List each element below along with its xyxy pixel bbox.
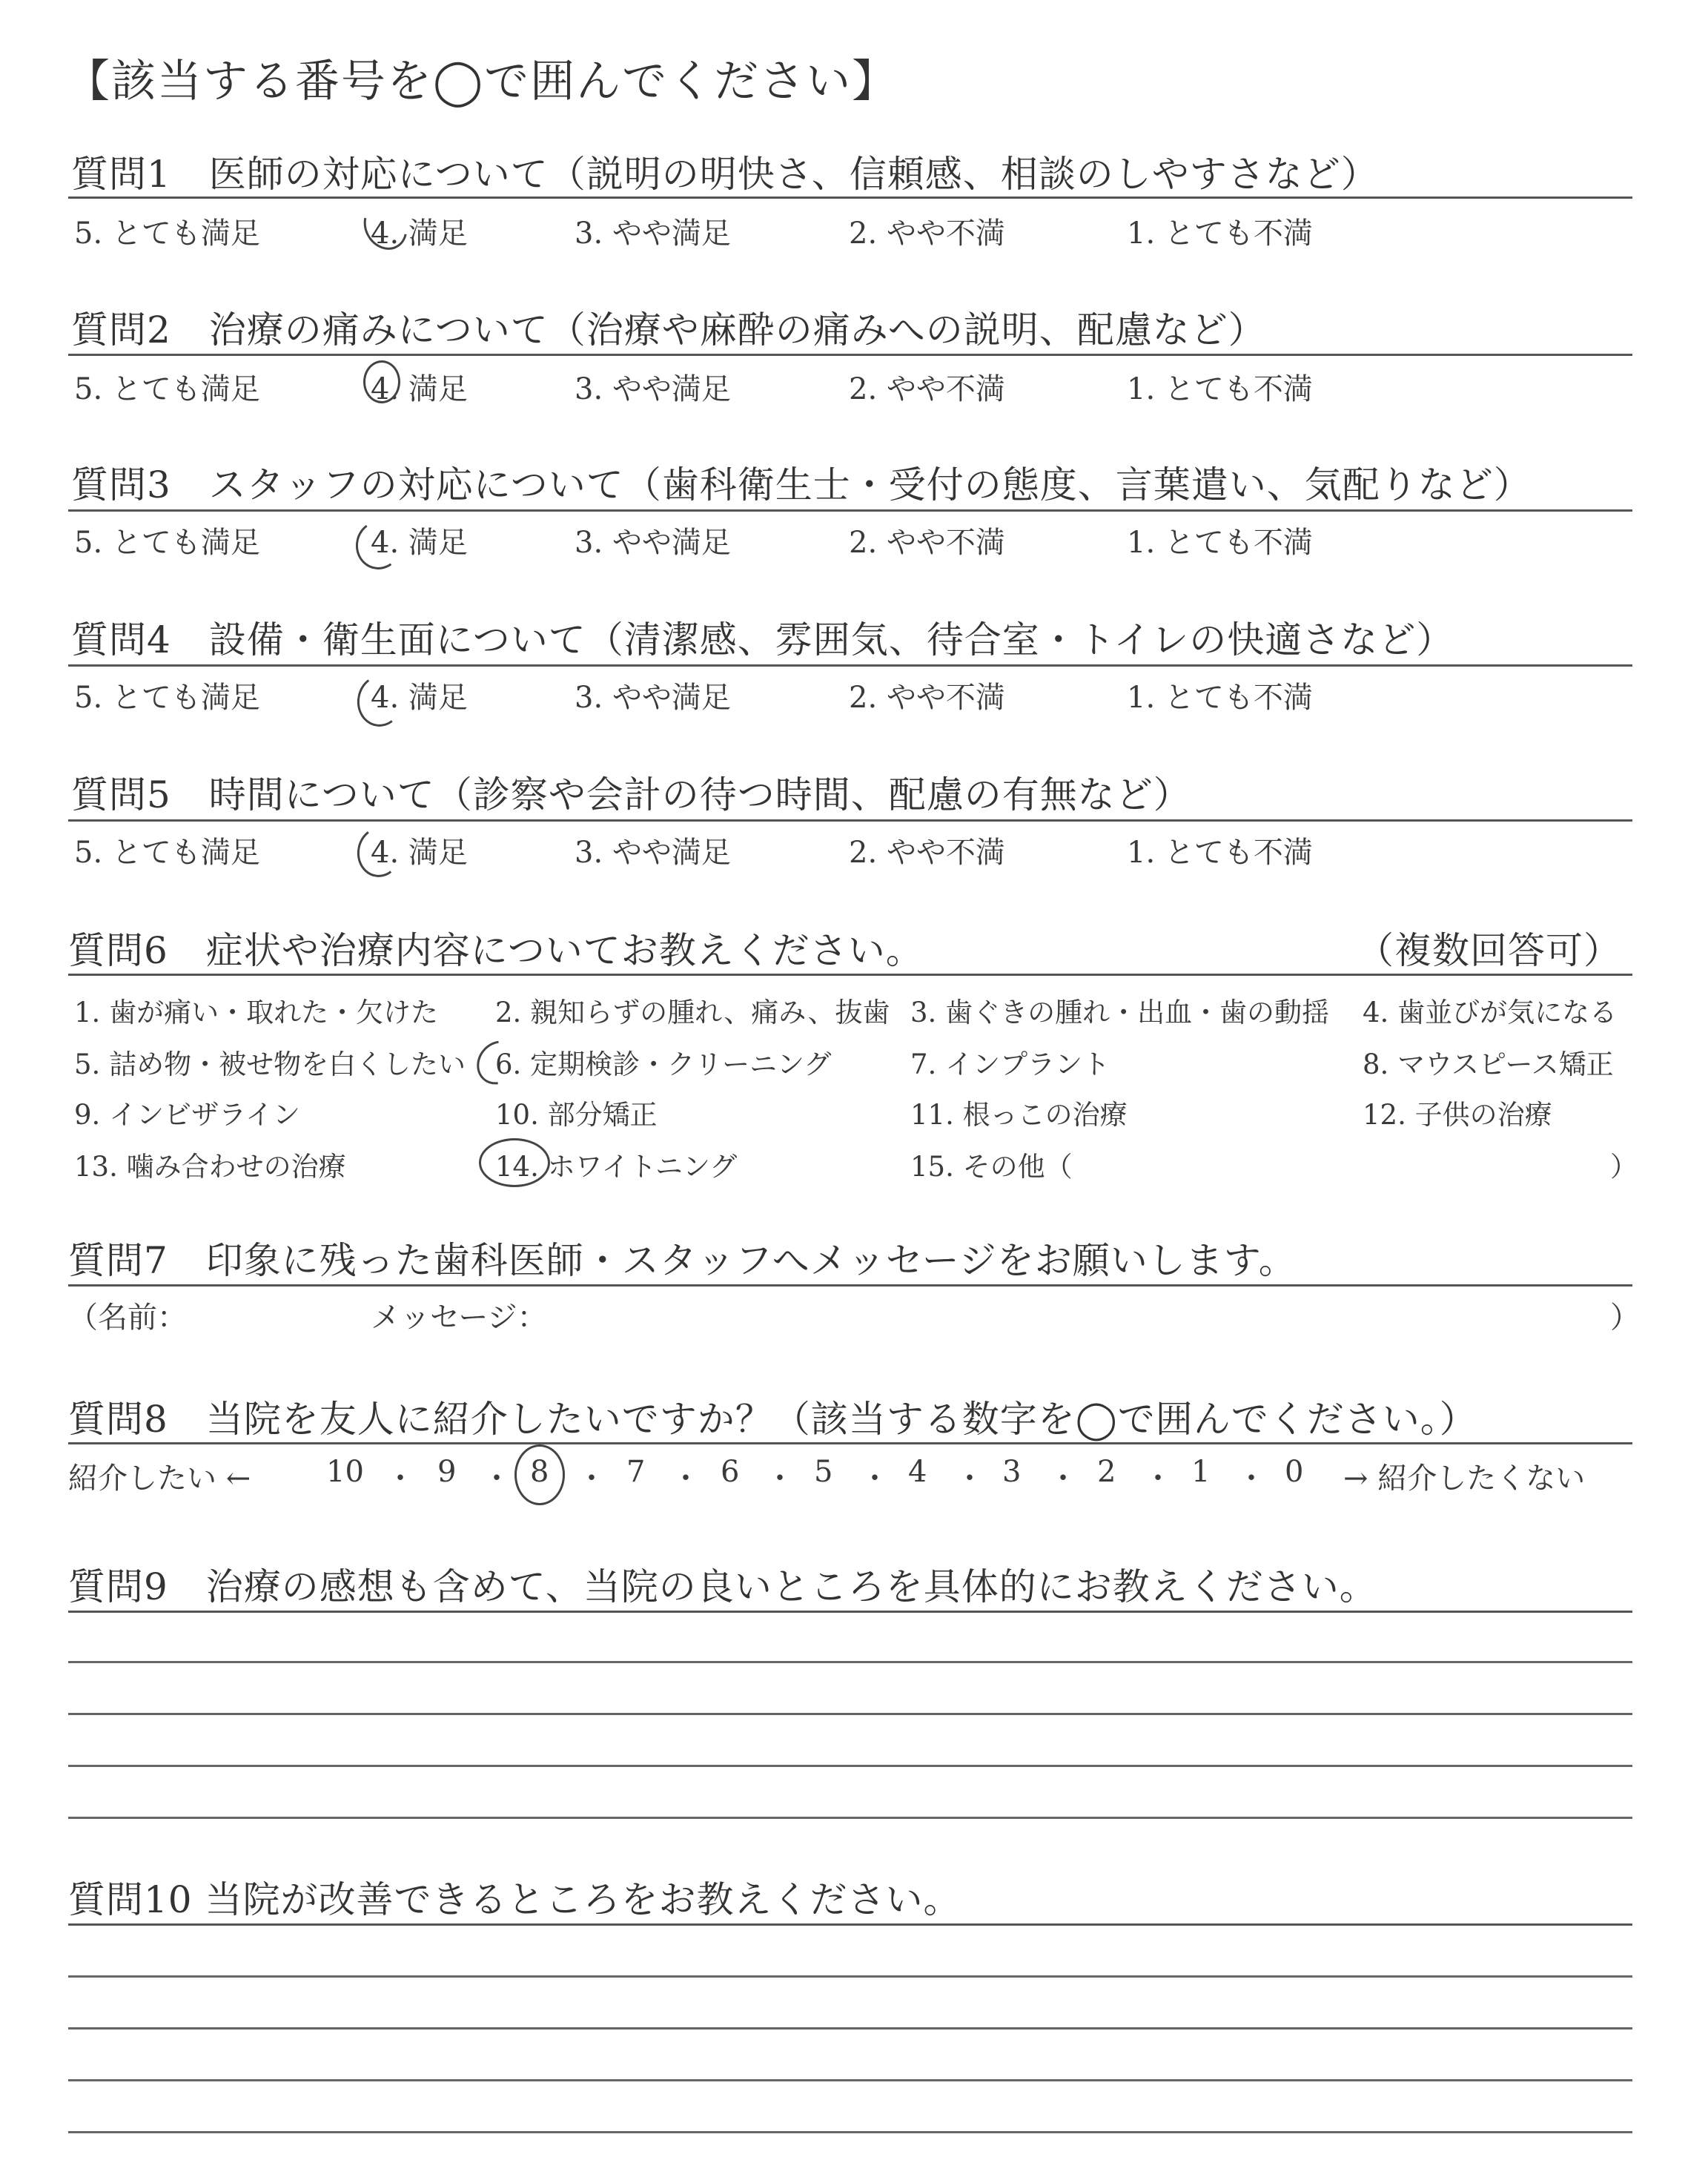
q7-close: ）: [1610, 1301, 1640, 1335]
q8-scale-6[interactable]: 6: [721, 1455, 740, 1489]
q8-scale-1[interactable]: 1: [1191, 1455, 1211, 1489]
q2-option-4[interactable]: 4. 満足: [371, 372, 468, 406]
form-header: 【該当する番号を◯で囲んでください】: [65, 56, 898, 108]
q8-sep: ・: [577, 1462, 606, 1496]
q9-write-line: [68, 1817, 1632, 1819]
q10-write-line: [68, 2079, 1632, 2081]
q5-option-2[interactable]: 2. やや不満: [849, 836, 1005, 870]
q1-option-1[interactable]: 1. とても不満: [1127, 217, 1313, 251]
q10-write-line: [68, 1975, 1632, 1978]
q2-rule: [68, 354, 1632, 356]
q1-option-4[interactable]: 4. 満足: [371, 217, 468, 251]
q6-option-10[interactable]: 10. 部分矯正: [495, 1099, 658, 1131]
q6-option-7[interactable]: 7. インプラント: [910, 1048, 1110, 1080]
q2-option-5[interactable]: 5. とても満足: [74, 372, 260, 406]
q6-option-12[interactable]: 12. 子供の治療: [1363, 1099, 1552, 1131]
q6-option-8[interactable]: 8. マウスピース矯正: [1363, 1048, 1614, 1080]
q5-option-3[interactable]: 3. やや満足: [575, 836, 731, 870]
q4-rule: [68, 664, 1632, 667]
q8-scale-0[interactable]: 0: [1285, 1455, 1304, 1489]
q6-option-14-mark: [479, 1138, 550, 1187]
q10-title: 質問10 当院が改善できるところをお教えください。: [68, 1878, 961, 1921]
q8-sep: ・: [482, 1462, 512, 1496]
q1-option-5[interactable]: 5. とても満足: [74, 217, 260, 251]
q5-option-1[interactable]: 1. とても不満: [1127, 836, 1313, 870]
q3-title: 質問3 スタッフの対応について（歯科衛生士・受付の態度、言葉遣い、気配りなど）: [71, 463, 1532, 506]
q2-option-2[interactable]: 2. やや不満: [849, 372, 1005, 406]
q9-rule: [68, 1611, 1632, 1613]
q8-title: 質問8 当院を友人に紹介したいですか？（該当する数字を◯で囲んでください。）: [68, 1398, 1477, 1441]
q8-scale-9[interactable]: 9: [437, 1455, 457, 1489]
q6-option-1[interactable]: 1. 歯が痛い・取れた・欠けた: [74, 997, 439, 1028]
q4-option-3[interactable]: 3. やや満足: [575, 681, 731, 715]
q1-rule: [68, 196, 1632, 199]
q6-option-11[interactable]: 11. 根っこの治療: [910, 1099, 1128, 1131]
q8-scale-2[interactable]: 2: [1097, 1455, 1116, 1489]
q5-option-5[interactable]: 5. とても満足: [74, 836, 260, 870]
q4-option-1[interactable]: 1. とても不満: [1127, 681, 1313, 715]
q8-scale-3[interactable]: 3: [1002, 1455, 1022, 1489]
q3-option-2[interactable]: 2. やや不満: [849, 526, 1005, 560]
q8-sep: ・: [1048, 1462, 1078, 1496]
q2-title: 質問2 治療の痛みについて（治療や麻酔の痛みへの説明、配慮など）: [71, 308, 1266, 351]
q6-option-15[interactable]: 15. その他（: [910, 1151, 1073, 1183]
q6-option-3[interactable]: 3. 歯ぐきの腫れ・出血・歯の動揺: [910, 997, 1330, 1028]
q8-scale-4[interactable]: 4: [908, 1455, 927, 1489]
q8-sep: ・: [385, 1462, 415, 1496]
q4-option-4[interactable]: 4. 満足: [371, 681, 468, 715]
q6-title: 質問6 症状や治療内容についてお教えください。: [68, 929, 924, 972]
q8-scale-5[interactable]: 5: [814, 1455, 833, 1489]
q3-option-1[interactable]: 1. とても不満: [1127, 526, 1313, 560]
q8-sep: ・: [765, 1462, 795, 1496]
q4-option-2[interactable]: 2. やや不満: [849, 681, 1005, 715]
q2-option-3[interactable]: 3. やや満足: [575, 372, 731, 406]
q1-option-2[interactable]: 2. やや不満: [849, 217, 1005, 251]
q3-option-4[interactable]: 4. 満足: [371, 526, 468, 560]
q3-option-3[interactable]: 3. やや満足: [575, 526, 731, 560]
q10-rule: [68, 1923, 1632, 1926]
q10-write-line: [68, 2131, 1632, 2133]
q5-rule: [68, 819, 1632, 822]
q4-title: 質問4 設備・衛生面について（清潔感、雰囲気、待合室・トイレの快適さなど）: [71, 618, 1454, 661]
q6-option-13[interactable]: 13. 噛み合わせの治療: [74, 1151, 346, 1183]
q9-write-line: [68, 1765, 1632, 1767]
q8-right-label: → 紹介したくない: [1343, 1462, 1586, 1496]
q10-write-line: [68, 2027, 1632, 2029]
q1-title: 質問1 医師の対応について（説明の明快さ、信頼感、相談のしやすさなど）: [71, 153, 1379, 196]
q8-scale-8[interactable]: 8: [530, 1455, 549, 1489]
q2-option-1[interactable]: 1. とても不満: [1127, 372, 1313, 406]
q6-option-2[interactable]: 2. 親知らずの腫れ、痛み、抜歯: [495, 997, 890, 1028]
q2-selection-mark: [363, 360, 400, 403]
q6-other-close: ）: [1610, 1151, 1638, 1183]
q8-sep: ・: [1237, 1462, 1266, 1496]
q3-option-5[interactable]: 5. とても満足: [74, 526, 260, 560]
q6-option-4[interactable]: 4. 歯並びが気になる: [1363, 997, 1618, 1028]
q1-option-3[interactable]: 3. やや満足: [575, 217, 731, 251]
q7-title: 質問7 印象に残った歯科医師・スタッフへメッセージをお願いします。: [68, 1239, 1297, 1282]
q9-write-line: [68, 1661, 1632, 1663]
q8-selection-mark: [514, 1444, 565, 1505]
q6-rule: [68, 974, 1632, 976]
q3-rule: [68, 509, 1632, 512]
q6-option-9[interactable]: 9. インビザライン: [74, 1099, 300, 1131]
q7-rule: [68, 1284, 1632, 1287]
q8-sep: ・: [860, 1462, 890, 1496]
q6-option-5[interactable]: 5. 詰め物・被せ物を白くしたい: [74, 1048, 466, 1080]
q6-multi-note: （複数回答可）: [1357, 929, 1621, 972]
q8-sep: ・: [671, 1462, 701, 1496]
q8-sep: ・: [1143, 1462, 1173, 1496]
q7-name-label: （名前：: [68, 1301, 187, 1335]
q6-option-6[interactable]: 6. 定期検診・クリーニング: [495, 1048, 832, 1080]
q6-option-14[interactable]: 14. ホワイトニング: [495, 1151, 738, 1183]
q8-scale-7[interactable]: 7: [626, 1455, 646, 1489]
q8-scale-10[interactable]: 10: [326, 1455, 364, 1489]
q5-title: 質問5 時間について（診察や会計の待つ時間、配慮の有無など）: [71, 773, 1191, 816]
q4-option-5[interactable]: 5. とても満足: [74, 681, 260, 715]
q7-message-label: メッセージ：: [371, 1301, 547, 1335]
q5-option-4[interactable]: 4. 満足: [371, 836, 468, 870]
q8-sep: ・: [955, 1462, 984, 1496]
q8-left-label: 紹介したい ←: [68, 1462, 251, 1496]
q9-write-line: [68, 1713, 1632, 1715]
q9-title: 質問9 治療の感想も含めて、当院の良いところを具体的にお教えください。: [68, 1565, 1377, 1608]
q8-rule: [68, 1442, 1632, 1444]
